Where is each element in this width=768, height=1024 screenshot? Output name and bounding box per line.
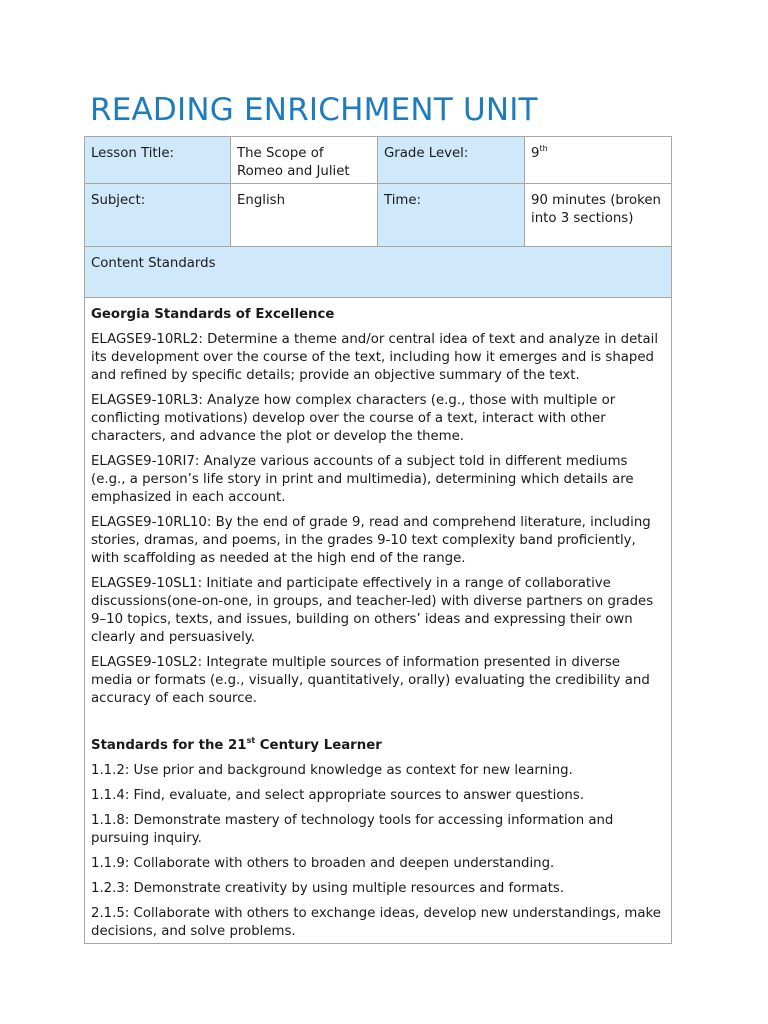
standard-item: ELAGSE9-10RL2: Determine a theme and/or central idea of text and analyze in detail its development over the course of the text, including how it emerges and is shaped and refined by specific details; provide an objective summary of the text. (91, 332, 659, 383)
standard-item: ELAGSE9-10RL3: Analyze how complex characters (e.g., those with multiple or conflicting motivations) develop over the course of a text, interact with other characters, and advance the plot or develop the theme. (91, 393, 616, 444)
learner-standard-item: 1.1.8: Demonstrate mastery of technology tools for accessing information and pursuing inquiry. (91, 813, 614, 846)
subject-label: Subject: (85, 184, 231, 247)
page-title: READING ENRICHMENT UNIT (90, 92, 538, 128)
grade-level-value: 9 (531, 146, 540, 161)
lesson-plan-table (84, 136, 672, 944)
subject-value: English (231, 184, 378, 247)
time-value: 90 minutes (broken into 3 sections) (525, 184, 672, 247)
standard-item: ELAGSE9-10SL1: Initiate and participate effectively in a range of collaborative discussions(one-on-one, in groups, and teacher-led) with diverse partners on grades 9–10 topics, texts, and issues, building on others’ ideas and expressing their own clearly and persuasively. (91, 576, 654, 645)
georgia-standards-heading: Georgia Standards of Excellence (91, 307, 335, 322)
learner-standard-item: 1.2.3: Demonstrate creativity by using multiple resources and formats. (91, 881, 565, 896)
grade-level-suffix: th (539, 144, 548, 153)
grade-level-label: Grade Level: (378, 137, 525, 184)
table-row (85, 184, 672, 247)
grade-level-cell (525, 137, 672, 184)
learner-standards-heading (91, 737, 665, 755)
table-row (85, 298, 672, 944)
learner-heading-post: Century Learner (255, 738, 382, 753)
table-row (85, 247, 672, 298)
learner-standard-item: 1.1.2: Use prior and background knowledge as context for new learning. (91, 763, 573, 778)
table-row (85, 137, 672, 184)
standard-item: ELAGSE9-10SL2: Integrate multiple sources of information presented in diverse media or formats (e.g., visually, quantitatively, orally) evaluating the credibility and accuracy of each source. (91, 655, 650, 706)
lesson-title-value: The Scope of Romeo and Juliet (231, 137, 378, 184)
standard-item: ELAGSE9-10RL10: By the end of grade 9, read and comprehend literature, including stories, dramas, and poems, in the grades 9-10 text complexity band proficiently, with scaffolding as needed at the high end of the range. (91, 515, 651, 566)
content-standards-label: Content Standards (85, 247, 672, 298)
learner-standard-item: 2.1.5: Collaborate with others to exchange ideas, develop new understandings, make decisions, and solve problems. (91, 906, 661, 939)
learner-heading-sup: st (246, 736, 256, 745)
learner-standard-item: 1.1.9: Collaborate with others to broaden and deepen understanding. (91, 856, 555, 871)
standard-item: ELAGSE9-10RI7: Analyze various accounts of a subject told in different mediums (e.g., a person’s life story in print and multimedia), determining which details are emphasized in each account. (91, 454, 634, 505)
learner-standard-item: 1.1.4: Find, evaluate, and select appropriate sources to answer questions. (91, 788, 584, 803)
learner-heading-pre: Standards for the 21 (91, 738, 247, 753)
time-label: Time: (378, 184, 525, 247)
lesson-title-label: Lesson Title: (85, 137, 231, 184)
standards-body (85, 298, 672, 944)
